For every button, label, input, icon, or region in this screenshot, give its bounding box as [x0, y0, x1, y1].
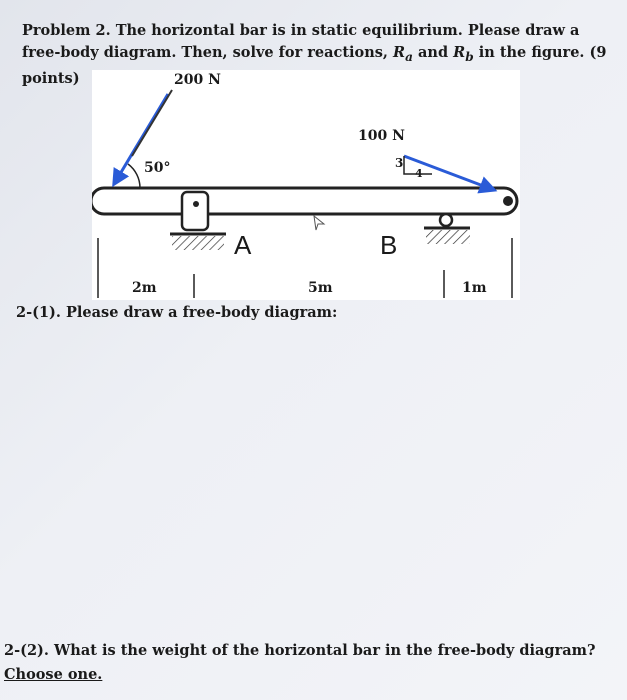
problem-label: Problem 2.	[22, 22, 111, 39]
problem-text-part2: in the figure. (9 points)	[22, 44, 607, 87]
ra-subscript: a	[405, 49, 413, 64]
horizontal-bar	[92, 188, 517, 214]
question-2-2: 2-(2). What is the weight of the horizontal bar in the free-body diagram?	[4, 642, 596, 659]
angle-label: 50°	[144, 160, 171, 176]
support-a-hatch	[172, 236, 224, 250]
support-b-label: B	[380, 230, 398, 260]
beam-figure	[92, 70, 520, 300]
right-end-pin	[503, 196, 513, 206]
support-a-pin	[193, 201, 199, 207]
ra-symbol: R	[393, 44, 406, 61]
slope-3-label: 3	[395, 156, 404, 170]
slope-4-label: 4	[415, 167, 423, 180]
rb-subscript: b	[465, 49, 474, 64]
support-a-bracket	[182, 192, 208, 230]
dimension-5m-label: 5m	[308, 280, 333, 296]
choose-one-prompt: Choose one.	[4, 666, 103, 683]
question-2-1: 2-(1). Please draw a free-body diagram:	[16, 304, 338, 321]
support-b-roller	[440, 214, 452, 226]
beam-diagram	[92, 70, 520, 300]
force-100-label: 100 N	[358, 128, 405, 144]
problem-and: and	[418, 44, 449, 61]
figure-background	[92, 70, 520, 300]
rb-symbol: R	[453, 44, 466, 61]
dimension-2m-label: 2m	[132, 280, 157, 296]
dimension-1m-label: 1m	[462, 280, 487, 296]
problem-text-part1: The horizontal bar is in static equilibrium. Please draw a free-body diagram. Then, solve for reactions,	[22, 22, 580, 61]
support-b-hatch	[426, 230, 470, 244]
force-200-label: 200 N	[174, 72, 221, 88]
support-a-label: A	[234, 230, 252, 260]
